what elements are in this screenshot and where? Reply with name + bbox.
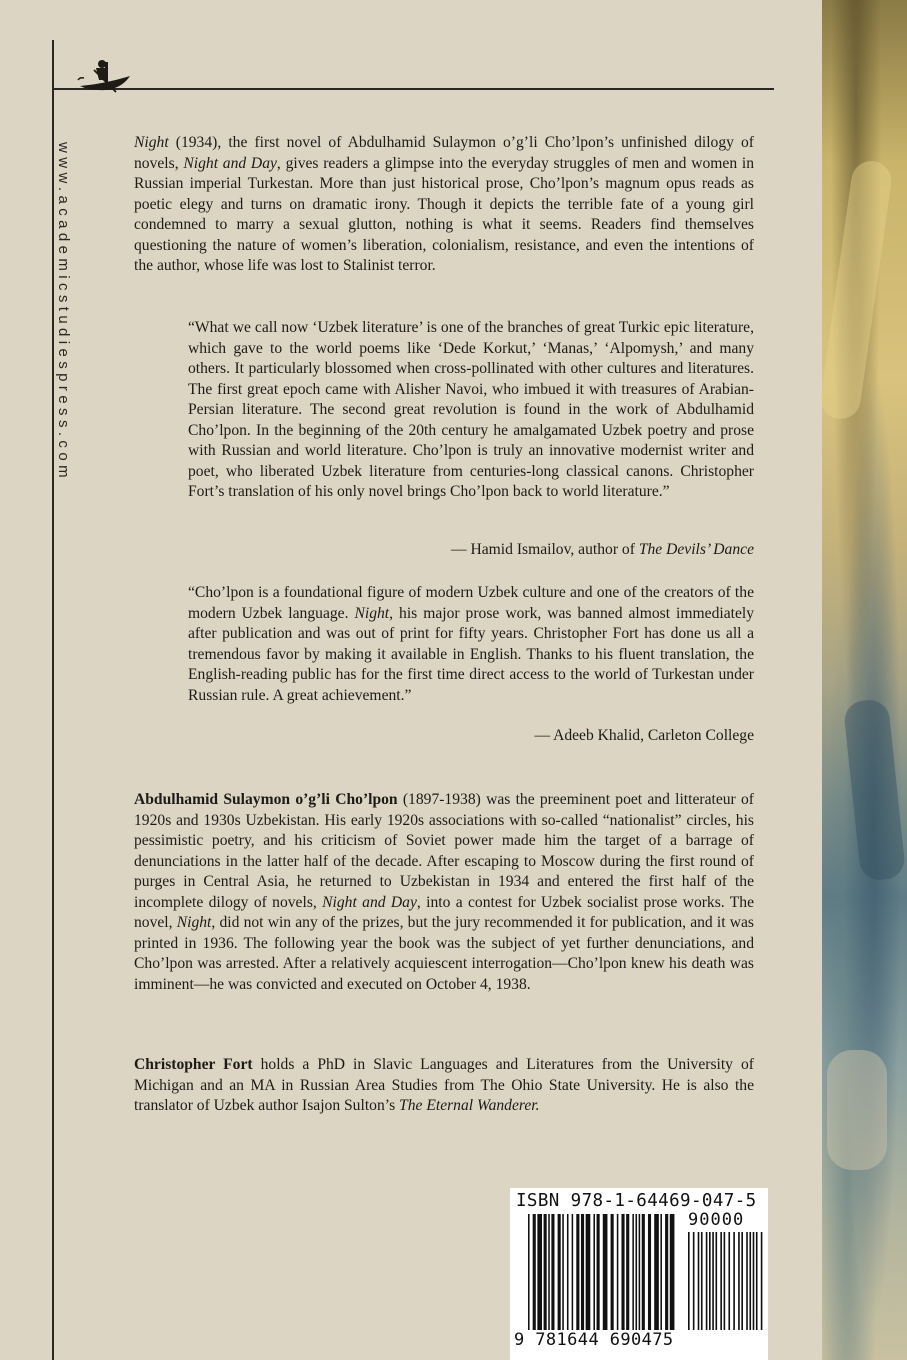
- barcode-bar: [738, 1232, 740, 1330]
- barcode-bar: [562, 1214, 564, 1330]
- barcode-bar: [537, 1214, 542, 1330]
- isbn-barcode: [510, 1188, 768, 1360]
- barcode-bar: [617, 1214, 619, 1330]
- barcode-bar: [724, 1232, 726, 1330]
- barcode-bar: [581, 1214, 584, 1330]
- publisher-website[interactable]: www.academicstudiespress.com: [55, 142, 72, 482]
- boat-with-figure-icon: [72, 50, 136, 106]
- barcode-bar: [660, 1214, 662, 1330]
- barcode-bar: [712, 1232, 714, 1330]
- addon-bars: [688, 1232, 764, 1330]
- barcode-bar: [603, 1214, 608, 1330]
- barcode-bar: [693, 1232, 695, 1330]
- isbn-label: ISBN 978-1-64469-047-5: [516, 1191, 757, 1211]
- barcode-bar: [551, 1214, 554, 1330]
- barcode-bar: [533, 1214, 536, 1330]
- barcode-bar: [558, 1214, 561, 1330]
- barcode-bar: [576, 1214, 579, 1330]
- barcode-bar: [665, 1214, 668, 1330]
- endorsement-attribution-ismailov: — Hamid Ismailov, author of The Devils’ Dance: [451, 541, 754, 558]
- barcode-bar: [670, 1214, 675, 1330]
- endorsement-quote-ismailov: “What we call now ‘Uzbek literature’ is one of the branches of great Turkic epic literature, which gave to the world poems like ‘Dede Korkut,’ ‘Manas,’ ‘Alpomysh,’ and many others. It particularly blossomed when cross-pollinated with other cultures and literatures. The first great epoch came with Alisher Navoi, who imbued it with treasures of Arabian-Persian literature. The second great revolution is found in the work of Abdulhamid Cho’lpon. In the beginning of the 20th century he amalgamated Uzbek poetry and prose with Russian and world literature. Cho’lpon is truly an innovative modernist writer and poet, who liberated Uzbek literature from centuries-long classical canons. Christopher Fort’s translation of his only novel brings Cho’lpon back to world literature.”: [188, 319, 754, 500]
- barcode-bar: [611, 1214, 614, 1330]
- barcode-bar: [720, 1232, 722, 1330]
- barcode-bar: [654, 1214, 659, 1330]
- barcode-bar: [753, 1232, 755, 1330]
- barcode-bar: [741, 1232, 743, 1330]
- barcode-bar: [746, 1232, 748, 1330]
- barcode-bar: [635, 1214, 637, 1330]
- barcode-bar: [709, 1232, 711, 1330]
- ean13-bars: [528, 1214, 676, 1330]
- barcode-bar: [642, 1214, 645, 1330]
- barcode-bar: [597, 1214, 600, 1330]
- barcode-bar: [706, 1232, 708, 1330]
- translator-bio: Christopher Fort holds a PhD in Slavic Languages and Literatures from the University of Michigan and an MA in Russian Area Studies from The Ohio State University. He is also the translator of Uzbek author Isajon Sulton’s The Eternal Wanderer.: [134, 1056, 754, 1114]
- barcode-bar: [733, 1232, 735, 1330]
- author-bio: Abdulhamid Sulaymon o’g’li Cho’lpon (1897-1938) was the preeminent poet and litterateur of 1920s and 1930s Uzbekistan. His early 1920s associations with so-called “nationalist” circles, his pessimistic poetry, and his criticism of Soviet power made him the target of a barrage of denunciations in the latter half of the decade. After escaping to Moscow during the first round of purges in Central Asia, he returned to Uzbekistan in 1934 and entered the first half of the incomplete dilogy of novels, Night and Day, into a contest for Uzbek socialist prose works. The novel, Night, did not win any of the prizes, but the jury recommended it for publication, and it was printed in 1936. The following year the book was the subject of yet further denunciations, and Cho’lpon was arrested. After a relatively acquiescent interrogation—Cho’lpon knew his death was imminent—he was convicted and executed on October 4, 1938.: [134, 791, 755, 993]
- endorsement-attribution-khalid: — Adeeb Khalid, Carleton College: [534, 727, 754, 744]
- barcode-bar: [701, 1232, 703, 1330]
- barcode-bar: [632, 1214, 634, 1330]
- barcode-bar: [639, 1214, 641, 1330]
- barcode-bar: [621, 1214, 624, 1330]
- barcode-bar: [728, 1232, 730, 1330]
- price-code: 90000: [688, 1210, 745, 1230]
- barcode-bar: [528, 1214, 530, 1330]
- cover-painting-strip: [822, 0, 907, 1360]
- barcode-bar: [567, 1214, 569, 1330]
- barcode-bar: [586, 1214, 591, 1330]
- barcode-bar: [756, 1232, 758, 1330]
- barcode-bar: [548, 1214, 550, 1330]
- frame-horizontal-rule: [52, 88, 774, 90]
- book-description: Night (1934), the first novel of Abdulhamid Sulaymon o’g’li Cho’lpon’s unfinished dilogy of novels, Night and Day, gives readers a glimpse into the everyday struggles of men and women in Russian imperial Turkestan. More than just historical prose, Cho’lpon’s magnum opus reads as poetic elegy and turns on dramatic irony. Though it depicts the terrible fate of a young girl condemned to marry a sexual glutton, nothing is what it seems. Readers find themselves questioning the nature of women’s liberation, colonialism, resistance, and even the intentions of the author, whose life was lost to Stalinist terror.: [134, 134, 754, 274]
- barcode-bar: [715, 1232, 717, 1330]
- barcode-bar: [688, 1232, 690, 1330]
- endorsement-quote-khalid: “Cho’lpon is a foundational figure of modern Uzbek culture and one of the creators of the modern Uzbek language. Night, his major prose work, was banned almost immediately after publication and was out of print for fifty years. Christopher Fort has done us all a tremendous favor by making it available in English. Thanks to his fluent translation, the English-reading public has for the first time direct access to the world of Turkestan under Russian rule. A great achievement.”: [188, 584, 754, 704]
- barcode-bar: [593, 1214, 595, 1330]
- barcode-bar: [572, 1214, 574, 1330]
- barcode-bar: [698, 1232, 700, 1330]
- barcode-bar: [544, 1214, 547, 1330]
- barcode-bar: [648, 1214, 651, 1330]
- ean-digits: 9 781644 690475: [514, 1330, 674, 1350]
- barcode-bar: [761, 1232, 763, 1330]
- barcode-bar: [626, 1214, 629, 1330]
- barcode-bar: [749, 1232, 751, 1330]
